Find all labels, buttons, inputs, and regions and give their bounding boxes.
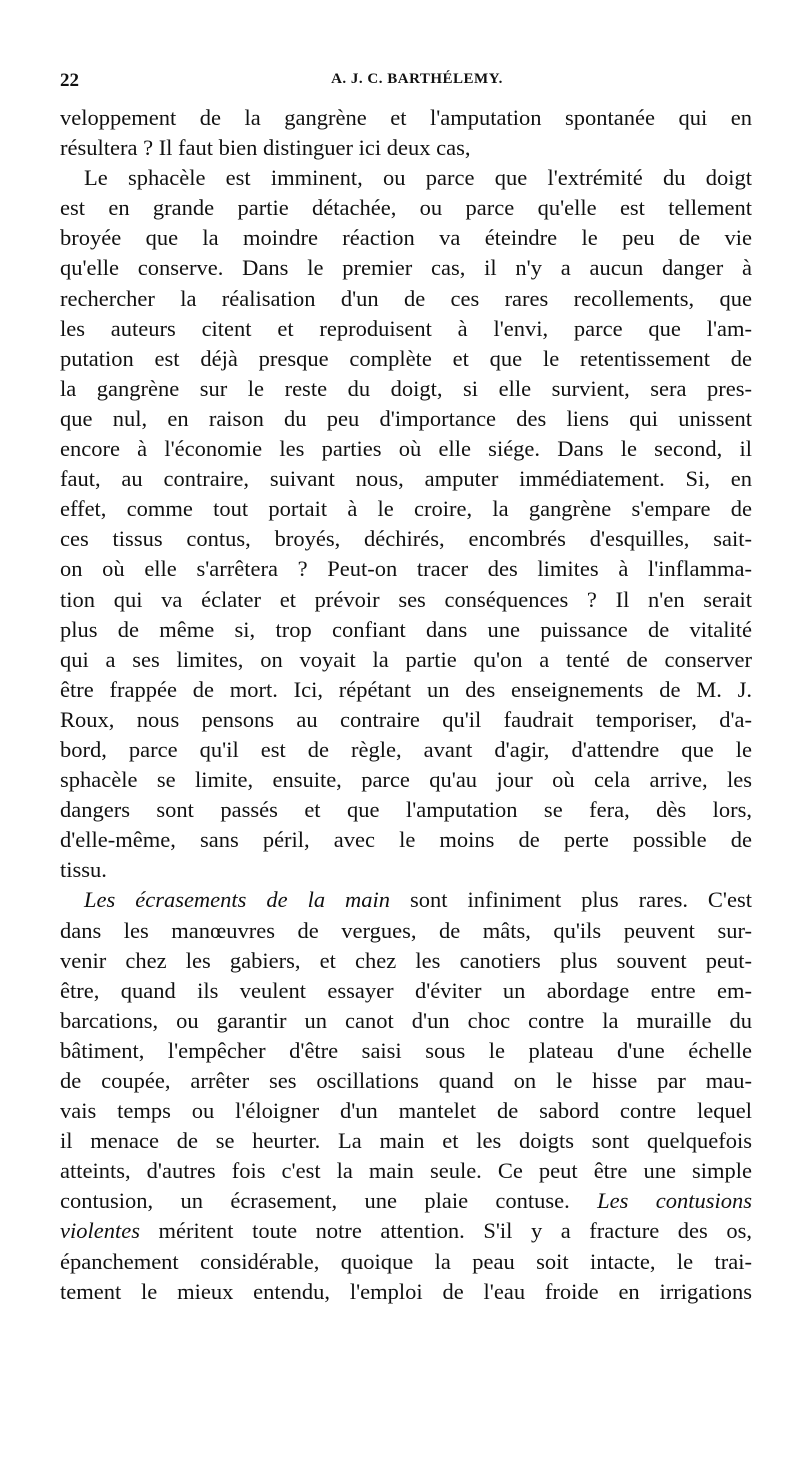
- text-line: résultera ? Il faut bien distinguer ici deux cas,: [60, 135, 471, 161]
- paragraph-start-line: Le sphacèle est imminent, ou parce que l'extrémité du doigt: [84, 165, 752, 191]
- italic-phrase: violentes: [60, 1218, 140, 1244]
- text-line: d'elle-même, sans péril, avec le moins de perte possible de: [60, 827, 752, 853]
- page-number: 22: [60, 70, 79, 91]
- text-line: être, quand ils veulent essayer d'éviter un abordage entre em-: [60, 977, 752, 1003]
- text-line: putation est déjà presque complète et que le retentissement de: [60, 345, 752, 371]
- text-line: bord, parce qu'il est de règle, avant d'agir, d'attendre que le: [60, 736, 752, 762]
- text-line: broyée que la moindre réaction va éteindre le peu de vie: [60, 225, 752, 251]
- text-line: sphacèle se limite, ensuite, parce qu'au jour où cela arrive, les: [60, 767, 752, 793]
- text-run: sont infiniment plus rares. C'est: [390, 887, 752, 913]
- text-line: dans les manœuvres de vergues, de mâts, qu'ils peuvent sur-: [60, 917, 752, 943]
- text-line: tissu.: [60, 857, 107, 883]
- text-line: plus de même si, trop confiant dans une puissance de vitalité: [60, 616, 752, 642]
- text-line: tion qui va éclater et prévoir ses conséquences ? Il n'en serait: [60, 586, 752, 612]
- text-line: atteints, d'autres fois c'est la main seule. Ce peut être une simple: [60, 1158, 752, 1184]
- text-run: contusion, un écrasement, une plaie contuse.: [60, 1188, 598, 1214]
- text-line: rechercher la réalisation d'un de ces rares recollements, que: [60, 285, 752, 311]
- text-line: ces tissus contus, broyés, déchirés, encombrés d'esquilles, sait-: [60, 526, 752, 552]
- text-line: encore à l'économie les parties où elle siége. Dans le second, il: [60, 436, 752, 462]
- text-line: Roux, nous pensons au contraire qu'il faudrait temporiser, d'a-: [60, 706, 752, 732]
- italic-phrase: Les écrasements de la main: [84, 887, 391, 913]
- text-line: barcations, ou garantir un canot d'un choc contre la muraille du: [60, 1007, 752, 1033]
- text-line: faut, au contraire, suivant nous, amputer immédiatement. Si, en: [60, 466, 752, 492]
- text-line: dangers sont passés et que l'amputation se fera, dès lors,: [60, 797, 752, 823]
- text-line: est en grande partie détachée, ou parce qu'elle est tellement: [60, 195, 752, 221]
- text-line: les auteurs citent et reproduisent à l'envi, parce que l'am-: [60, 315, 752, 341]
- running-head-author: A. J. C. BARTHÉLEMY.: [331, 71, 503, 87]
- text-line: qui a ses limites, on voyait la partie qu'on a tenté de conserver: [60, 646, 752, 672]
- text-line: il menace de se heurter. La main et les doigts sont quelquefois: [60, 1128, 752, 1154]
- body-text: [60, 103, 752, 1307]
- text-line: être frappée de mort. Ici, répétant un des enseignements de M. J.: [60, 676, 752, 702]
- text-line: venir chez les gabiers, et chez les canotiers plus souvent peut-: [60, 947, 752, 973]
- italic-phrase: Les contusions: [597, 1188, 752, 1214]
- text-line: de coupée, arrêter ses oscillations quand on le hisse par mau-: [60, 1068, 752, 1093]
- text-line: effet, comme tout portait à le croire, la gangrène s'empare de: [60, 496, 752, 522]
- text-run: méritent toute notre attention. S'il y a fracture des os,: [139, 1218, 752, 1244]
- text-line: tement le mieux entendu, l'emploi de l'eau froide en irrigations: [60, 1278, 752, 1304]
- text-line: [60, 1186, 752, 1216]
- text-line: bâtiment, l'empêcher d'être saisi sous le plateau d'une échelle: [60, 1037, 752, 1063]
- text-line: la gangrène sur le reste du doigt, si elle survient, sera pres-: [60, 375, 752, 401]
- text-line: veloppement de la gangrène et l'amputation spontanée qui en: [60, 105, 752, 130]
- text-line: vais temps ou l'éloigner d'un mantelet de sabord contre lequel: [60, 1098, 752, 1124]
- paragraph-start-line: [60, 885, 752, 915]
- text-line: qu'elle conserve. Dans le premier cas, il n'y a aucun danger à: [60, 255, 752, 281]
- text-line: on où elle s'arrêtera ? Peut-on tracer des limites à l'inflamma-: [60, 556, 752, 582]
- text-line: [60, 1216, 752, 1246]
- text-line: épanchement considérable, quoique la peau soit intacte, le trai-: [60, 1248, 752, 1274]
- text-line: que nul, en raison du peu d'importance des liens qui unissent: [60, 405, 752, 431]
- running-head: [60, 70, 750, 94]
